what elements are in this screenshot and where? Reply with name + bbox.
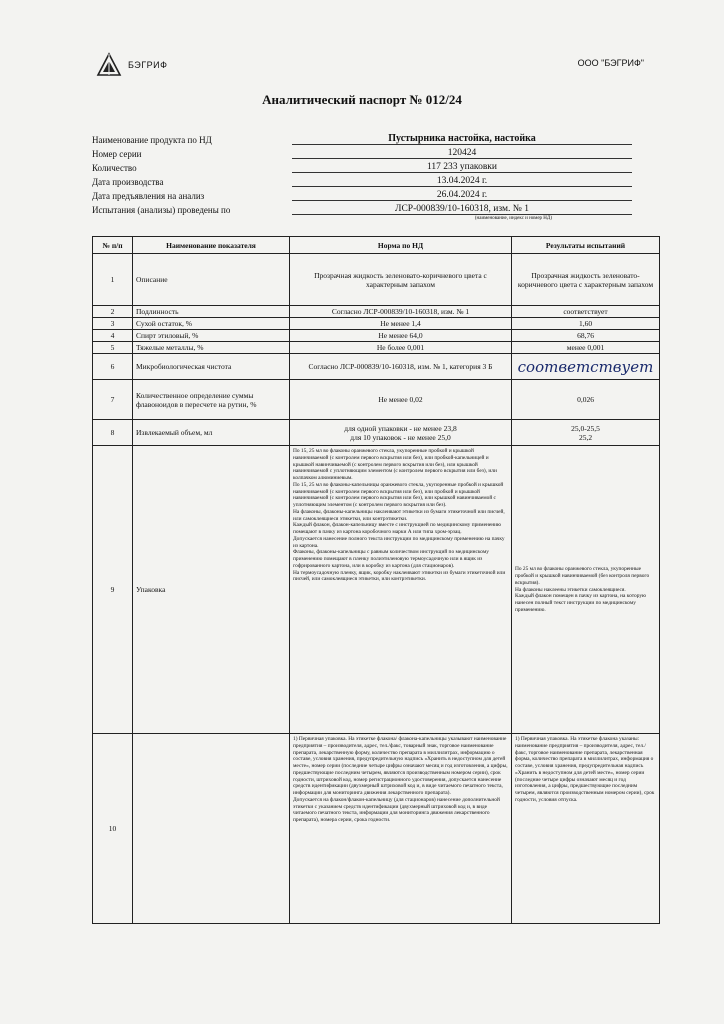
row-num: 10 [93, 734, 133, 924]
row-result: менее 0,001 [512, 342, 660, 354]
row-norm [290, 420, 512, 446]
info-label: Наименование продукта по НД [92, 135, 212, 145]
row-norm: Не более 0,001 [290, 342, 512, 354]
result-paragraph: 1) Первичная упаковка. На этикетке флакона указаны: наименование предприятия – производителя, адрес, тел./факс, торговое наименование препарата, лекарственная форма, количество препарата в миллилитрах, информация о составе, условия хранения, предупредительная надпись «Хранить в недоступном для детей месте», номер серии (последние четыре цифры означают месяц и год изготовления, а цифры, предшествующие последним четырем, являются производственным номером серии), срок годности, условия отпуска. [515, 736, 655, 803]
result-paragraph: По 25 мл во флаконы оранжевого стекла, укупоренные пробкой и крышкой навинчиваемой (без контроля первого вскрытия). [515, 566, 650, 586]
row-result: Прозрачная жидкость зеленовато-коричневого цвета с характерным запахом [512, 254, 660, 306]
table-row [93, 318, 660, 330]
row-name: Упаковка [133, 446, 290, 734]
product-info [92, 131, 632, 221]
logo-text: БЭГРИФ [128, 60, 168, 70]
info-row-standard [92, 201, 632, 215]
info-label: Испытания (анализы) проведены по [92, 205, 231, 215]
row-num: 7 [93, 380, 133, 420]
row-name [133, 734, 290, 924]
result-paragraph: Каждый флакон помещен в пачку из картона, на которую нанесен полный текст инструкции по медицинскому применению. [515, 593, 647, 613]
norm-paragraph: По 15, 25 мл во флаконы оранжевого стекла, укупоренные пробкой и крышкой навинчиваемой (с контролем первого вскрытия или без), или пробкой-капельницей и крышкой навинчиваемой (с контролем первого вскрытия или без), или крышкой навинчиваемой с уплотняющим элементом (с контролем первого вскрытия или без), или колпачком алюминиевым. [293, 448, 497, 481]
row-result: 0,026 [512, 380, 660, 420]
header-num: № п/п [93, 237, 133, 254]
row-num: 1 [93, 254, 133, 306]
norm-line: для одной упаковки - не менее 23,8 [344, 423, 457, 433]
row-result [512, 734, 660, 924]
info-row-production-date [92, 173, 632, 187]
header-norm: Норма по НД [290, 237, 512, 254]
row-name: Подлинность [133, 306, 290, 318]
row-result: 68,76 [512, 330, 660, 342]
norm-paragraph: Каждый флакон, флакон-капельницу вместе с инструкцией по медицинскому применению помещают в пачку из картона коробочного марки А или типа хром-эрзац. [293, 522, 502, 535]
row-num: 6 [93, 354, 133, 380]
row-norm: Не менее 1,4 [290, 318, 512, 330]
info-label: Номер серии [92, 149, 142, 159]
row-result [512, 446, 660, 734]
table-row [93, 306, 660, 318]
table-header-row [93, 237, 660, 254]
company-name: ООО "БЭГРИФ" [577, 58, 644, 68]
row-norm: Не менее 0,02 [290, 380, 512, 420]
table-row [93, 446, 660, 734]
info-row-analysis-date [92, 187, 632, 201]
result-paragraph: На флаконы наклеены этикетки самоклеящиеся. [515, 586, 626, 593]
norm-paragraph: Допускается на флакон/флакон-капельницу (для стационаров) нанесение дополнительной этикетки с указанием средств идентификации (двухмерный штриховой код и, в виде читаемого печатного текста, информации для мониторинга движения лекарственного препарата), номера серии, срока годности. [293, 796, 500, 823]
row-result: 1,60 [512, 318, 660, 330]
table-row [93, 420, 660, 446]
header-name: Наименование показателя [133, 237, 290, 254]
info-label: Дата производства [92, 177, 164, 187]
info-value: 117 233 упаковки [292, 162, 632, 173]
norm-paragraph: Флаконы, флаконы-капельницы с равным количеством инструкций по медицинскому применению помещают в пленку полиэтиленовую термоусадочную или в ящик из гофрированного картона, или в коробку из картона (для стационаров). [293, 549, 489, 569]
row-num: 3 [93, 318, 133, 330]
row-norm: Согласно ЛСР-000839/10-160318, изм. № 1, категория 3 Б [290, 354, 512, 380]
handwritten-result: соответствует [517, 357, 654, 376]
info-value: ЛСР-000839/10-160318, изм. № 1 [292, 204, 632, 215]
row-name: Тяжелые металлы, % [133, 342, 290, 354]
results-table [92, 236, 660, 924]
row-name: Количественное определение суммы флавоноидов в пересчете на рутин, % [133, 380, 290, 420]
result-line: 25,0-25,5 [571, 423, 600, 433]
row-num: 9 [93, 446, 133, 734]
norm-paragraph: На флаконы, флаконы-капельницы наклеивают этикетки из бумаги этикеточной или писчей, или самоклеящиеся этикетки, или контрэтикетки. [293, 508, 505, 522]
table-row [93, 254, 660, 306]
info-row-series [92, 145, 632, 159]
row-num: 5 [93, 342, 133, 354]
norm-paragraph: На термоусадочную пленку, ящик, коробку наклеивают этикетки из бумаги этикеточной или писчей, или самоклеящиеся этикетки, или контрэтикетки. [293, 569, 506, 583]
row-norm [290, 734, 512, 924]
row-num: 2 [93, 306, 133, 318]
table-row [93, 330, 660, 342]
header-result: Результаты испытаний [512, 237, 660, 254]
info-row-product [92, 131, 632, 145]
row-result: соответствует [512, 306, 660, 318]
norm-paragraph: Допускается нанесение полного текста инструкции по медицинскому применению на пачку из картона. [293, 535, 505, 549]
table-row [93, 734, 660, 924]
page-title: Аналитический паспорт № 012/24 [262, 92, 462, 107]
norm-paragraph: 1) Первичная упаковка. На этикетке флакона/ флакона-капельницы указывают наименование предприятия – производителя, адрес, тел./факс, товарный знак, торговое наименование препарата, лекарственную форму, количество препарата в миллилитрах, информацию о составе, условия хранения, предупредительную надпись «Хранить в недоступном для детей месте», номер серии (последние четыре цифры означают месяц и год изготовления, а цифры, предшествующие последним четырем, являются производственным номером серии), срок годности, штриховой код, номер регистрационного удостоверения, допускается нанесение средств идентификации (двухмерный штриховой код и, в виде читаемого печатного текста, информации для мониторинга движения лекарственного препарата). [293, 736, 508, 796]
norm-paragraph: По 15, 25 мл во флаконы-капельницы оранжевого стекла, укупоренные пробкой и крышкой навинчиваемой (с контролем первого вскрытия или без), или пробкой и крышкой навинчиваемой (с контролем первого вскрытия или без), или крышкой навинчиваемой с уплотняющим элементом (с контролем первого вскрытия или без). [293, 481, 504, 508]
table-row [93, 380, 660, 420]
row-num: 4 [93, 330, 133, 342]
info-row-quantity [92, 159, 632, 173]
row-result [512, 354, 660, 380]
row-norm [290, 446, 512, 734]
row-num: 8 [93, 420, 133, 446]
norm-line: для 10 упаковок - не менее 25,0 [350, 432, 451, 442]
info-label: Количество [92, 163, 137, 173]
info-value: 120424 [292, 148, 632, 159]
row-result [512, 420, 660, 446]
row-norm: Согласно ЛСР-000839/10-160318, изм. № 1 [290, 306, 512, 318]
company-logo [96, 52, 167, 78]
table-row [93, 354, 660, 380]
row-name: Сухой остаток, % [133, 318, 290, 330]
info-value: Пустырника настойка, настойка [292, 133, 632, 145]
table-row [93, 342, 660, 354]
row-name: Извлекаемый объем, мл [133, 420, 290, 446]
info-label: Дата предъявления на анализ [92, 191, 205, 201]
info-note: (наименование, индекс и номер НД) [474, 216, 552, 221]
row-norm: Прозрачная жидкость зеленовато-коричневого цвета с характерным запахом [290, 254, 512, 306]
row-name: Микробиологическая чистота [133, 354, 290, 380]
result-line: 25,2 [578, 432, 593, 442]
info-value: 26.04.2024 г. [292, 190, 632, 201]
row-name: Спирт этиловый, % [133, 330, 290, 342]
info-value: 13.04.2024 г. [292, 176, 632, 187]
triangle-logo-icon [96, 52, 122, 78]
row-norm: Не менее 64,0 [290, 330, 512, 342]
row-name: Описание [133, 254, 290, 306]
